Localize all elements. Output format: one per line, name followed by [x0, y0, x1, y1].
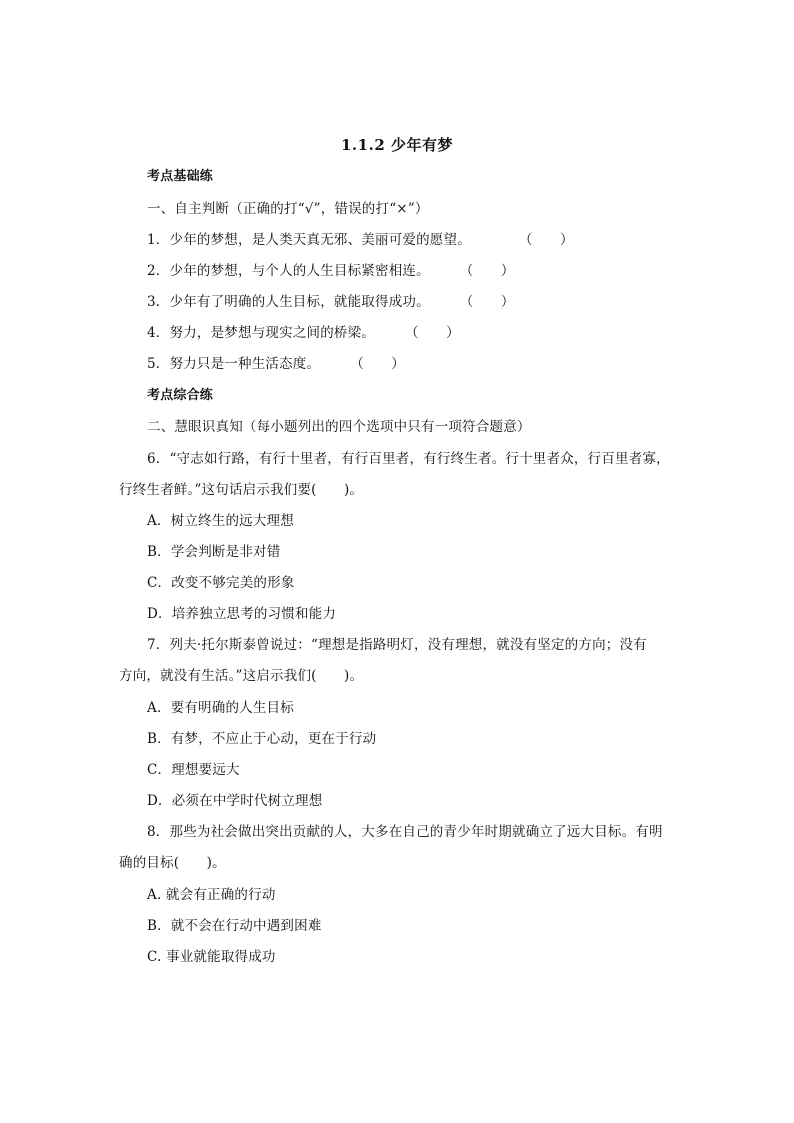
judgement-item-5 — [147, 354, 405, 374]
answer-blank: （ ） — [459, 263, 515, 279]
section1-heading: 考点基础练 — [147, 169, 214, 184]
section1-instruction: 一、自主判断（正确的打“√”，错误的打“×”） — [147, 201, 429, 217]
question-6-line-2: 行终生者鲜。”这句话启示我们要( )。 — [119, 482, 364, 498]
section2-instruction: 二、慧眼识真知（每小题列出的四个选项中只有一项符合题意） — [147, 419, 531, 435]
judgement-item-2 — [147, 261, 515, 281]
question-7-option-c: C．理想要远大 — [147, 762, 240, 778]
judgement-item-1 — [147, 230, 574, 250]
question-6-option-c: C．改变不够完美的形象 — [147, 575, 295, 591]
question-8-option-c: C. 事业就能取得成功 — [147, 949, 276, 965]
answer-blank: （ ） — [350, 356, 406, 372]
question-6-line-1: 6．“守志如行路，有行十里者，有行百里者，有行终生者。行十里者众，行百里者寡， — [147, 451, 670, 467]
answer-blank: （ ） — [459, 294, 515, 310]
judgement-text: 1．少年的梦想，是人类天真无邪、美丽可爱的愿望。 — [147, 232, 471, 248]
judgement-item-3 — [147, 292, 515, 312]
question-7-option-b: B．有梦，不应止于心动，更在于行动 — [147, 731, 377, 747]
question-8-option-a: A. 就会有正确的行动 — [147, 887, 276, 903]
question-7-line-1: 7．列夫·托尔斯泰曾说过：“理想是指路明灯，没有理想，就没有坚定的方向；没有 — [147, 637, 647, 653]
question-7-line-2: 方向，就没有生活。”这启示我们( )。 — [119, 668, 364, 684]
answer-blank: （ ） — [518, 232, 574, 248]
judgement-text: 2．少年的梦想，与个人的人生目标紧密相连。 — [147, 263, 430, 279]
answer-blank: （ ） — [405, 325, 460, 341]
question-7-option-d: D．必须在中学时代树立理想 — [147, 793, 323, 809]
judgement-text: 5．努力只是一种生活态度。 — [147, 356, 321, 372]
judgement-item-4 — [147, 323, 460, 343]
judgement-text: 4．努力，是梦想与现实之间的桥梁。 — [147, 325, 375, 341]
question-7-option-a: A．要有明确的人生目标 — [147, 700, 294, 716]
section2-heading: 考点综合练 — [147, 388, 214, 403]
question-8-option-b: B．就不会在行动中遇到困难 — [147, 918, 322, 934]
question-8-line-2: 确的目标( )。 — [119, 855, 226, 871]
judgement-text: 3．少年有了明确的人生目标，就能取得成功。 — [147, 294, 430, 310]
question-8-line-1: 8．那些为社会做出突出贡献的人，大多在自己的青少年时期就确立了远大目标。有明 — [147, 824, 663, 840]
page-title: 1.1.2 少年有梦 — [341, 136, 453, 154]
question-6-option-d: D．培养独立思考的习惯和能力 — [147, 606, 337, 622]
question-6-option-a: A．树立终生的远大理想 — [147, 513, 294, 529]
question-6-option-b: B．学会判断是非对错 — [147, 544, 281, 560]
